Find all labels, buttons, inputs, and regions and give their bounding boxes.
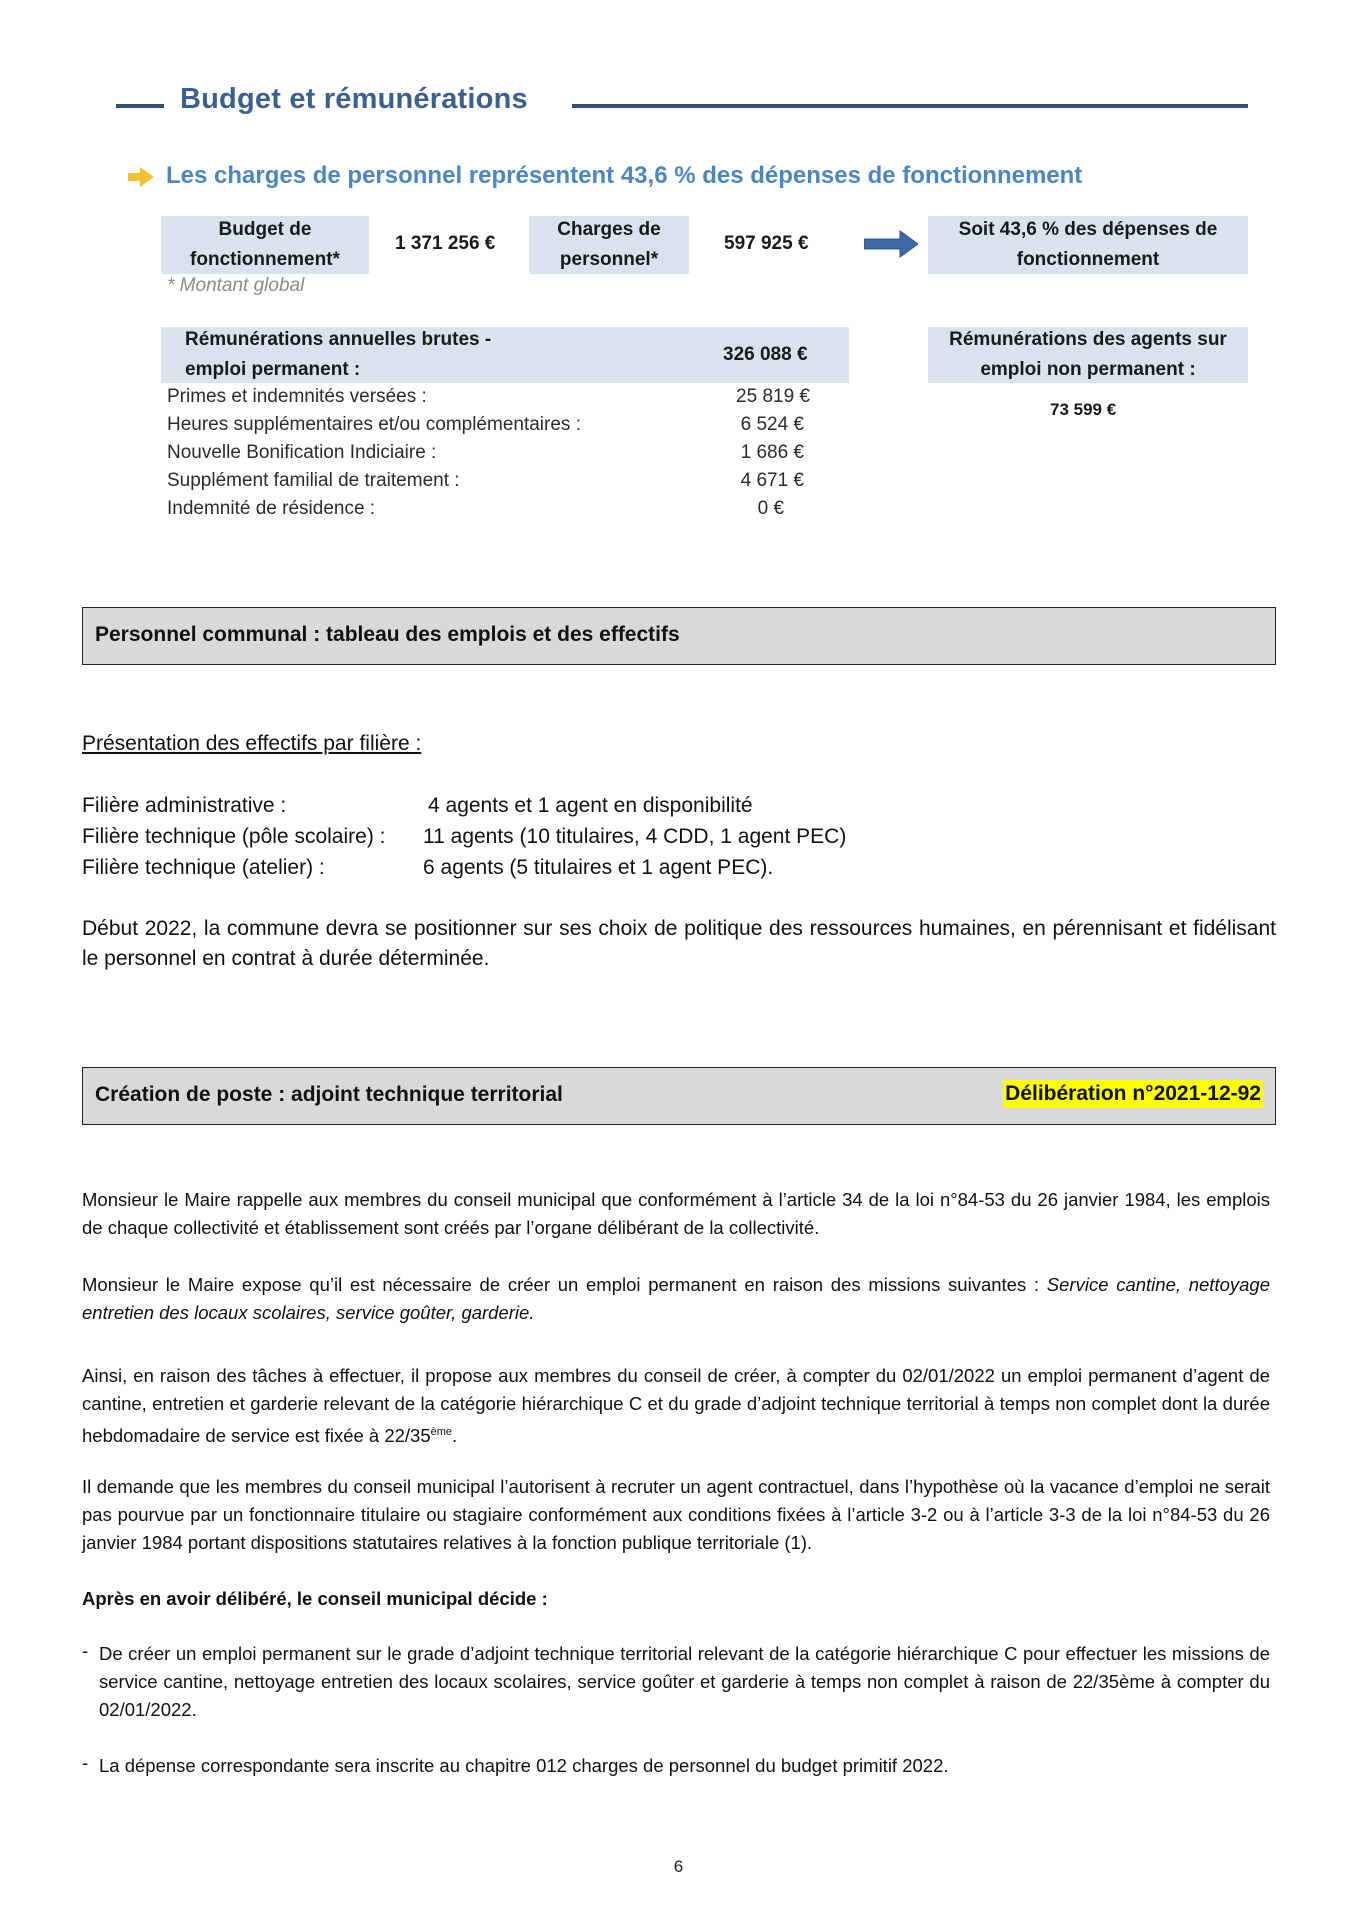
list-bullet: - [82,1640,89,1661]
permanent-item-value: 4 671 € [740,470,804,491]
section-title: Budget et rémunérations [180,83,528,115]
permanent-item-label: Indemnité de résidence : [167,498,376,519]
paragraph-text: Ainsi, en raison des tâches à effectuer, il propose aux membres du conseil de créer, à compter du 02/01/2022 un emploi permanent d’agent de cantine, entretien et garderie relevant de la catégorie hiérarchique C et du grade d’adjoint technique territorial à temps non complet dont la durée hebdomadaire de service est fixée à 22/35 [82,1365,1270,1447]
list-bullet: - [82,1752,89,1773]
charges-value: 597 925 € [724,233,809,254]
section-box-title: Création de poste : adjoint technique territorial [95,1083,563,1106]
page-number: 6 [673,1857,684,1876]
charges-label-box [529,216,689,274]
permanent-item-label: Primes et indemnités versées : [167,386,427,407]
permanent-item-label: Heures supplémentaires et/ou complémentaires : [167,414,581,435]
effectif-row-label: Filière technique (pôle scolaire) : [82,825,386,848]
effectif-row-label: Filière technique (atelier) : [82,856,325,879]
paragraph [82,1271,1270,1327]
section-box-creation [82,1067,1276,1125]
permanent-total: 326 088 € [723,344,808,365]
permanent-item-value: 0 € [757,498,784,519]
permanent-label: Rémunérations annuelles brutes - emploi permanent : [185,329,492,380]
effectif-row-value: 6 agents (5 titulaires et 1 agent PEC). [423,856,774,879]
decision-heading: Après en avoir délibéré, le conseil municipal décide : [82,1588,548,1609]
permanent-item-value: 1 686 € [740,442,804,463]
permanent-item-value: 25 819 € [736,386,810,407]
deliberation-number: Délibération n°2021-12-92 [1003,1080,1263,1108]
section-box-personnel [82,607,1276,665]
effectif-row-label: Filière administrative : [82,794,287,817]
paragraph-superscript: ème [430,1426,453,1438]
non-permanent-label-box [928,327,1248,383]
effectif-row-value: 4 agents et 1 agent en disponibilité [428,794,753,817]
non-permanent-value: 73 599 € [1050,400,1117,419]
decision-item: De créer un emploi permanent sur le grade d’adjoint technique territorial relevant de la catégorie hiérarchique C pour effectuer les missions de service cantine, nettoyage entretien des locaux scolaires, service goûter et garderie à temps non complet à raison de 22/35ème à compter du 02/01/2022. [99,1643,1270,1720]
subtitle: Les charges de personnel représentent 43,6 % des dépenses de fonctionnement [166,162,1083,189]
permanent-item-label: Supplément familial de traitement : [167,470,460,491]
arrow-right-icon [864,229,918,259]
footnote: * Montant global [167,275,305,296]
effectifs-paragraph: Début 2022, la commune devra se positionner sur ses choix de politique des ressources humaines, en pérennisant et fidélisant le personnel en contrat à durée déterminée. [82,917,1276,970]
paragraph: Monsieur le Maire rappelle aux membres du conseil municipal que conformément à l’article 34 de la loi n°84-53 du 26 janvier 1984, les emplois de chaque collectivité et établissement sont créés par l’organe délibérant de la collectivité. [82,1189,1270,1238]
effectifs-heading: Présentation des effectifs par filière : [82,732,422,755]
paragraph-italic: Service cantine, nettoyage entretien des locaux scolaires, service goûter, garderie. [82,1274,1270,1323]
section-box-title: Personnel communal : tableau des emplois et des effectifs [95,623,680,646]
charges-label: Charges de personnel* [557,219,661,270]
effectif-row-value: 11 agents (10 titulaires, 4 CDD, 1 agent PEC) [423,825,847,848]
budget-label: Budget de fonctionnement* [190,219,340,270]
paragraph [82,1362,1270,1450]
non-permanent-label: Rémunérations des agents sur emploi non permanent : [949,329,1227,380]
permanent-item-value: 6 524 € [740,414,804,435]
result-label: Soit 43,6 % des dépenses de fonctionnement [958,219,1218,270]
permanent-label-box [161,327,849,383]
decision-item: La dépense correspondante sera inscrite au chapitre 012 charges de personnel du budget primitif 2022. [99,1755,949,1776]
arrow-right-icon [128,167,154,187]
budget-value: 1 371 256 € [395,233,496,254]
paragraph-text: Monsieur le Maire expose qu’il est nécessaire de créer un emploi permanent en raison des missions suivantes : [82,1274,1047,1295]
title-line-left [116,104,164,108]
budget-label-box [161,216,369,274]
permanent-item-label: Nouvelle Bonification Indiciaire : [167,442,437,463]
paragraph-text: . [452,1425,458,1447]
paragraph: Il demande que les membres du conseil municipal l’autorisent à recruter un agent contractuel, dans l’hypothèse où la vacance d’emploi ne serait pas pourvue par un fonctionnaire titulaire ou stagiaire conformément aux conditions fixées à l’article 3-2 ou à l’article 3-3 de la loi n°84-53 du 26 janvier 1984 portant dispositions statutaires relatives à la fonction publique territoriale (1). [82,1476,1270,1553]
result-label-box [928,216,1248,274]
title-line-right [572,104,1248,108]
